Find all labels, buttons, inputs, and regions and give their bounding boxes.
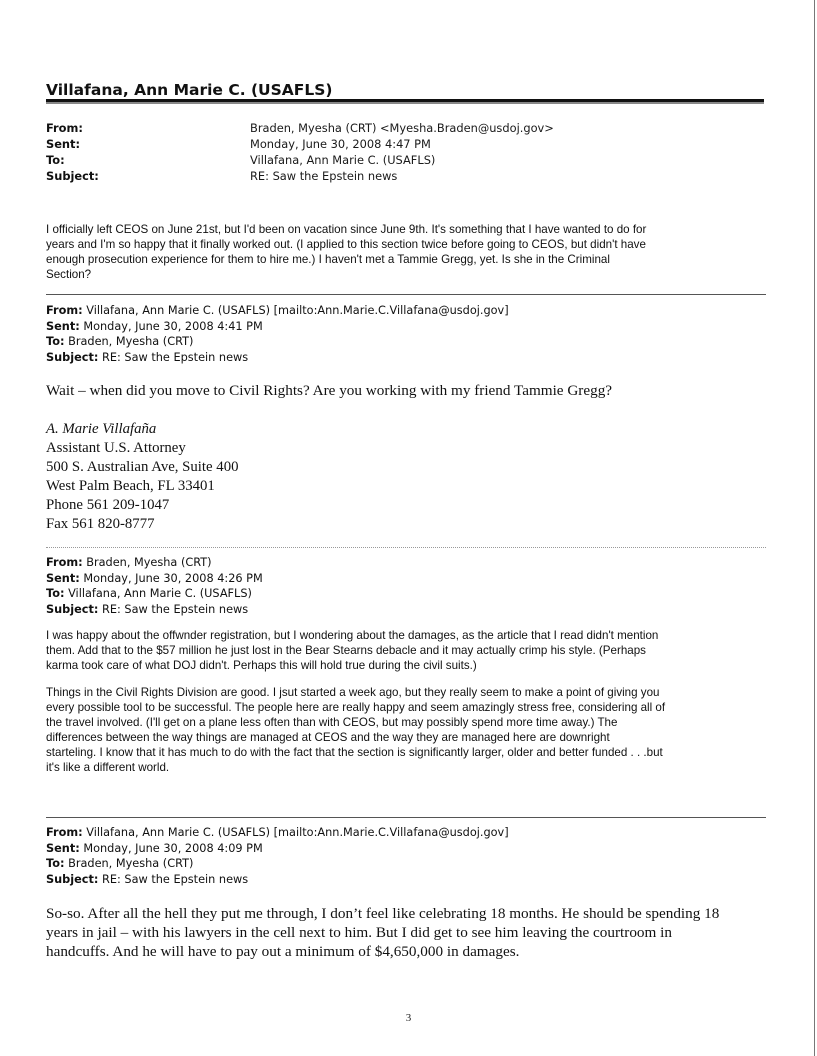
separator-rule: [46, 294, 766, 295]
msg4-body: [46, 904, 766, 961]
msg3-paragraph-1: [46, 628, 766, 673]
msg3-to-value: Villafana, Ann Marie C. (USAFLS): [64, 587, 252, 600]
msg3-paragraph-2: [46, 685, 766, 775]
msg2-sent-value: Monday, June 30, 2008 4:41 PM: [79, 319, 263, 333]
msg4-line: So-so. After all the hell they put me through, I don’t feel like celebrating 18 months. He should be spending 18: [46, 905, 720, 922]
msg3-subject-value: RE: Saw the Epstein news: [98, 602, 249, 616]
signature-fax: Fax 561 820-8777: [46, 516, 155, 532]
msg4-to-label: To:: [46, 857, 65, 870]
header-from-row: [46, 120, 766, 136]
msg2-header: [46, 303, 766, 365]
header-to-value: Villafana, Ann Marie C. (USAFLS): [250, 153, 436, 167]
msg2-from-value: Villafana, Ann Marie C. (USAFLS) [mailto:Ann.Marie.C.Villafana@usdoj.gov]: [82, 304, 509, 317]
msg4-subject-label: Subject:: [46, 872, 99, 886]
msg3-header: [46, 555, 766, 617]
reply1-line: years and I'm so happy that it finally worked out. (I applied to this section twice before going to CEOS, but didn't have: [46, 238, 646, 251]
msg3-to-label: To:: [46, 587, 65, 600]
separator-rule: [46, 817, 766, 818]
signature-phone: Phone 561 209-1047: [46, 497, 170, 513]
page-number: 3: [405, 1012, 412, 1024]
msg3-subject-label: Subject:: [46, 602, 99, 616]
msg2-subject-label: Subject:: [46, 350, 99, 364]
signature-title: Assistant U.S. Attorney: [46, 440, 186, 456]
msg3-line: Things in the Civil Rights Division are good. I jsut started a week ago, but they really seem to make a point of giving you: [46, 686, 660, 699]
signature-address1: 500 S. Australian Ave, Suite 400: [46, 459, 239, 475]
msg3-line: differences between the way things are managed at CEOS and the way they are managed here are downright: [46, 731, 610, 744]
header-sent-label: Sent:: [46, 137, 81, 151]
msg4-header: [46, 825, 766, 887]
signature-name: A. Marie Villafaña: [46, 421, 157, 437]
msg2-to-label: To:: [46, 335, 65, 348]
msg2-to-value: Braden, Myesha (CRT): [64, 335, 194, 348]
msg4-line: handcuffs. And he will have to pay out a minimum of $4,650,000 in damages.: [46, 943, 520, 960]
title-rule: [46, 99, 764, 104]
msg3-line: karma took care of what DOJ didn't. Perhaps this will hold true during the civil suits.): [46, 659, 477, 672]
header-subject-label: Subject:: [46, 169, 99, 183]
msg3-line: starteling. I know that it has much to do with the fact that the section is significantly larger, older and better funded . . .but: [46, 746, 663, 759]
msg2-subject-value: RE: Saw the Epstein news: [98, 350, 249, 364]
msg3-line: them. Add that to the $57 million he just lost in the Bear Stearns debacle and it may actually crimp his style. (Perhaps: [46, 644, 646, 657]
header-sent-row: [46, 136, 766, 152]
msg3-from-value: Braden, Myesha (CRT): [82, 556, 212, 569]
msg3-sent-label: Sent:: [46, 571, 80, 585]
separator-rule: [46, 547, 766, 548]
header-sent-value: Monday, June 30, 2008 4:47 PM: [250, 137, 431, 151]
msg3-line: every possible tool to be successful. The people here are really happy and seem amazingly stress free, considering all of: [46, 701, 666, 714]
header-to-row: [46, 152, 766, 168]
msg2-sent-label: Sent:: [46, 319, 80, 333]
msg2-from-label: From:: [46, 304, 83, 317]
reply1-line: enough prosecution experience for them to hire me.) I haven't met a Tammie Gregg, yet. Is she in the Criminal: [46, 253, 610, 266]
msg2-signature: [46, 420, 446, 534]
msg3-line: it's like a different world.: [46, 761, 170, 774]
msg4-subject-value: RE: Saw the Epstein news: [98, 872, 249, 886]
header-subject-value: RE: Saw the Epstein news: [250, 169, 398, 183]
header-from-value: Braden, Myesha (CRT) <Myesha.Braden@usdoj.gov>: [250, 121, 554, 135]
msg3-line: the travel involved. (I'll get on a plane less often than with CEOS, but may possibly spend more time away.) The: [46, 716, 618, 729]
msg4-line: years in jail – with his lawyers in the cell next to him. But I did get to see him leaving the courtroom in: [46, 924, 672, 941]
msg3-from-label: From:: [46, 556, 83, 569]
header-from-label: From:: [46, 121, 83, 135]
msg2-body: Wait – when did you move to Civil Rights? Are you working with my friend Tammie Gregg?: [46, 382, 613, 399]
signature-address2: West Palm Beach, FL 33401: [46, 478, 215, 494]
msg3-line: I was happy about the offwnder registration, but I wondering about the damages, as the article that I read didn't mention: [46, 629, 659, 642]
email-header: [46, 120, 766, 184]
document-title: Villafana, Ann Marie C. (USAFLS): [46, 81, 333, 99]
msg4-sent-value: Monday, June 30, 2008 4:09 PM: [79, 841, 263, 855]
reply1-line: I officially left CEOS on June 21st, but I'd been on vacation since June 9th. It's something that I have wanted to do for: [46, 223, 647, 236]
msg4-sent-label: Sent:: [46, 841, 80, 855]
msg3-sent-value: Monday, June 30, 2008 4:26 PM: [79, 571, 263, 585]
page-edge-line: [814, 0, 815, 1056]
msg4-from-value: Villafana, Ann Marie C. (USAFLS) [mailto:Ann.Marie.C.Villafana@usdoj.gov]: [82, 826, 509, 839]
header-to-label: To:: [46, 153, 65, 167]
reply1-line: Section?: [46, 268, 92, 281]
msg4-to-value: Braden, Myesha (CRT): [64, 857, 194, 870]
header-subject-row: [46, 168, 766, 184]
msg4-from-label: From:: [46, 826, 83, 839]
reply1-body: [46, 222, 766, 282]
